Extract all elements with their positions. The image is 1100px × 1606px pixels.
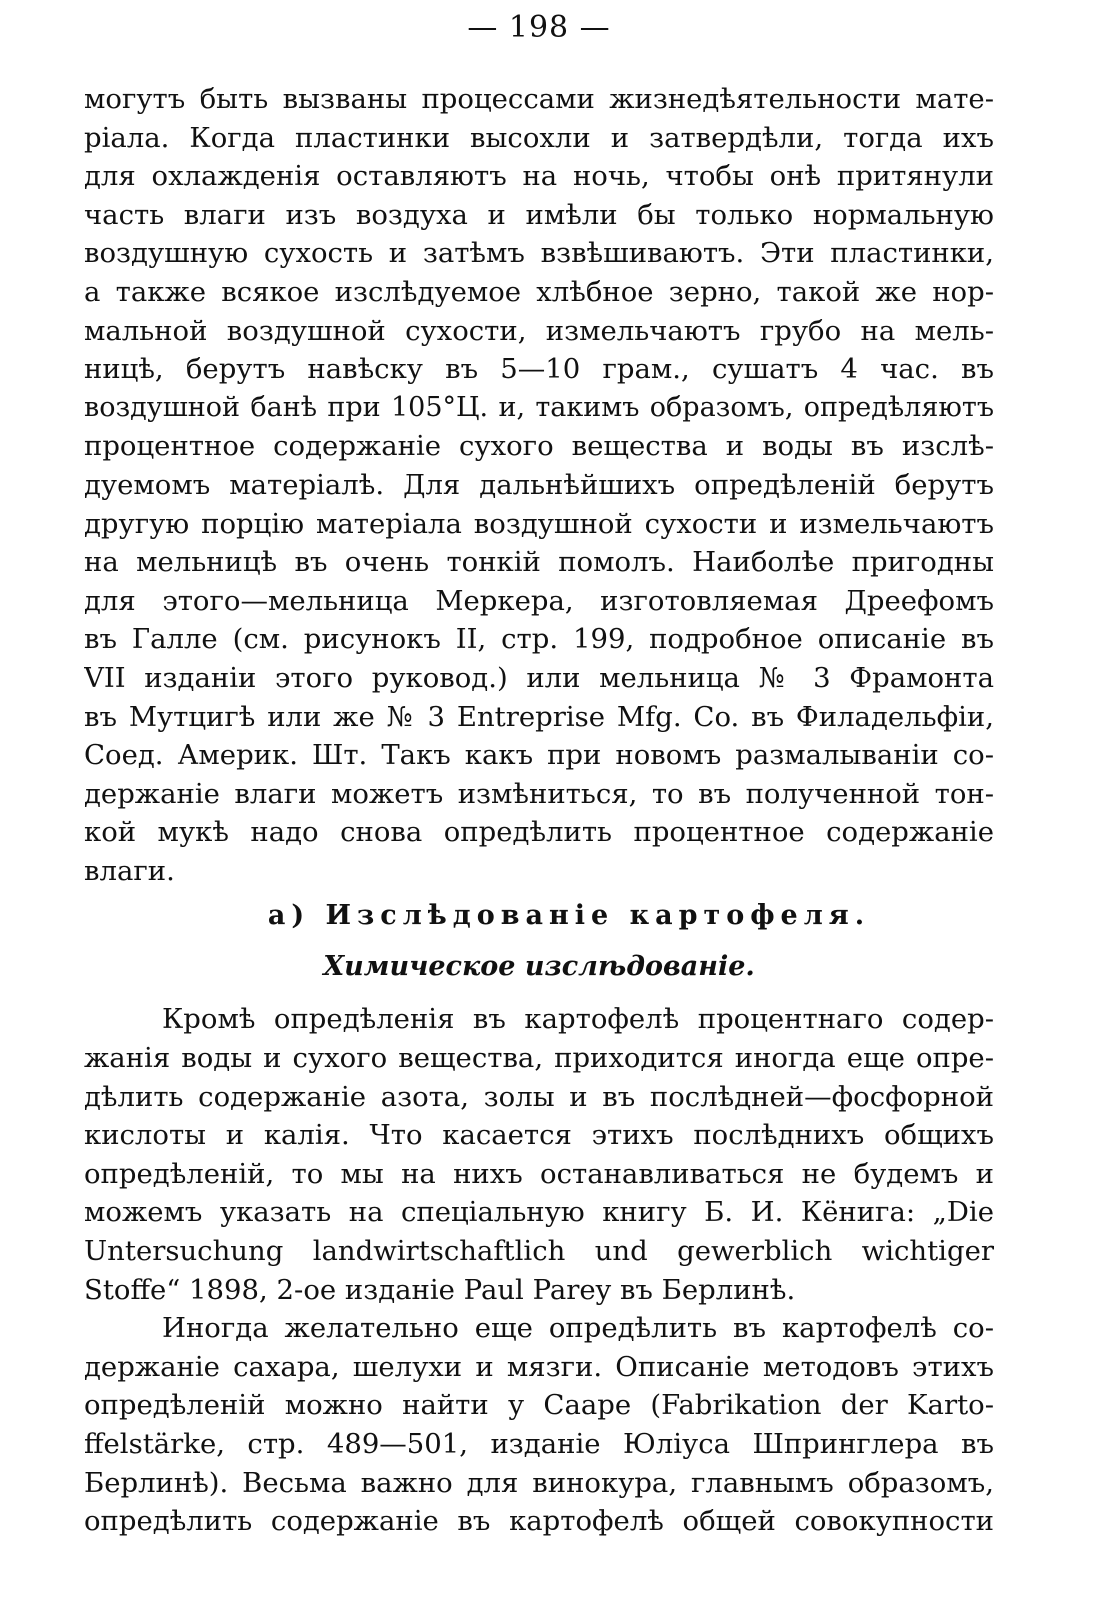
text-line: мальной воздушной сухости, измельчаютъ грубо на мель- bbox=[84, 314, 994, 347]
text-line: держаніе сахара, шелухи и мязги. Описаніе методовъ этихъ bbox=[84, 1350, 994, 1383]
text-line: Соед. Америк. Шт. Такъ какъ при новомъ размалываніи со- bbox=[84, 739, 994, 772]
subsection-heading: Химическое изслѣдованіе. bbox=[323, 951, 755, 983]
text-line: воздушную сухость и затѣмъ взвѣшиваютъ. Эти пластинки, bbox=[84, 237, 994, 270]
text-line: жанія воды и сухого вещества, приходится иногда еще опре- bbox=[84, 1042, 994, 1075]
section-heading: a) Изслѣдованіе картофеля. bbox=[267, 900, 871, 932]
paragraph-2 bbox=[84, 1000, 994, 1309]
text-line: для этого—мельница Меркера, изготовляемая Дреефомъ bbox=[84, 584, 994, 617]
text-line: часть влаги изъ воздуха и имѣли бы только нормальную bbox=[84, 198, 994, 231]
page-number: — 198 — bbox=[467, 10, 611, 45]
text-line: дуемомъ матеріалѣ. Для дальнѣйшихъ опредѣленій берутъ bbox=[84, 468, 994, 501]
text-line: Кромѣ опредѣленія въ картофелѣ процентнаго содер- bbox=[162, 1003, 994, 1036]
text-line: влаги. bbox=[84, 854, 175, 887]
text-line: ріала. Когда пластинки высохли и затвердѣли, тогда ихъ bbox=[84, 121, 994, 154]
text-line: Stoffe“ 1898, 2-ое изданіе Paul Parey въ Берлинѣ. bbox=[84, 1273, 796, 1306]
book-page bbox=[84, 0, 994, 1606]
text-line: Берлинѣ). Весьма важно для винокура, главнымъ образомъ, bbox=[84, 1466, 994, 1499]
text-line: кой мукѣ надо снова опредѣлить процентное содержаніе bbox=[84, 816, 994, 849]
text-line: опредѣлить содержаніе въ картофелѣ общей совокупности bbox=[84, 1505, 994, 1538]
text-line: кислоты и калія. Что касается этихъ послѣднихъ общихъ bbox=[84, 1119, 994, 1152]
paragraph-1 bbox=[84, 80, 994, 890]
text-line: въ Мутцигѣ или же № 3 Entreprise Mfg. Co. въ Филадельфіи, bbox=[84, 700, 994, 733]
page-body bbox=[84, 80, 994, 1541]
text-line: держаніе влаги можетъ измѣниться, то въ полученной тон- bbox=[84, 777, 994, 810]
text-line: Иногда желательно еще опредѣлить въ картофелѣ со- bbox=[162, 1312, 994, 1345]
text-line: на мельницѣ въ очень тонкій помолъ. Наиболѣе пригодны bbox=[84, 546, 994, 579]
text-line: а также всякое изслѣдуемое хлѣбное зерно, такой же нор- bbox=[84, 275, 994, 308]
paragraph-3 bbox=[84, 1309, 994, 1541]
text-line: опредѣленій, то мы на нихъ останавливаться не будемъ и bbox=[84, 1157, 994, 1190]
text-line: ffelstärke, стр. 489—501, изданіе Юліуса Шпринглера въ bbox=[84, 1428, 994, 1460]
text-line: можемъ указать на спеціальную книгу Б. И. Кёнига: „Die bbox=[84, 1196, 994, 1229]
text-line: для охлажденія оставляютъ на ночь, чтобы онѣ притянули bbox=[84, 160, 994, 193]
text-line: воздушной банѣ при 105°Ц. и, такимъ образомъ, опредѣляютъ bbox=[84, 391, 994, 423]
text-line: другую порцію матеріала воздушной сухости и измельчаютъ bbox=[84, 507, 994, 540]
text-line: Untersuchung landwirtschaftlich und gewerblich wichtiger bbox=[84, 1235, 994, 1268]
text-line: процентное содержаніе сухого вещества и воды въ изслѣ- bbox=[84, 430, 994, 463]
text-line: могутъ быть вызваны процессами жизнедѣятельности мате- bbox=[84, 83, 994, 115]
text-line: дѣлить содержаніе азота, золы и въ послѣдней—фосфорной bbox=[84, 1080, 994, 1113]
text-line: VII изданіи этого руковод.) или мельница № 3 Фрамонта bbox=[84, 661, 994, 694]
text-line: ницѣ, берутъ навѣску въ 5—10 грам., сушатъ 4 час. въ bbox=[84, 353, 994, 386]
text-line: въ Галле (см. рисунокъ II, стр. 199, подробное описаніе въ bbox=[84, 623, 994, 656]
text-line: опредѣленій можно найти у Сааре (Fabrikation der Karto- bbox=[84, 1389, 994, 1422]
